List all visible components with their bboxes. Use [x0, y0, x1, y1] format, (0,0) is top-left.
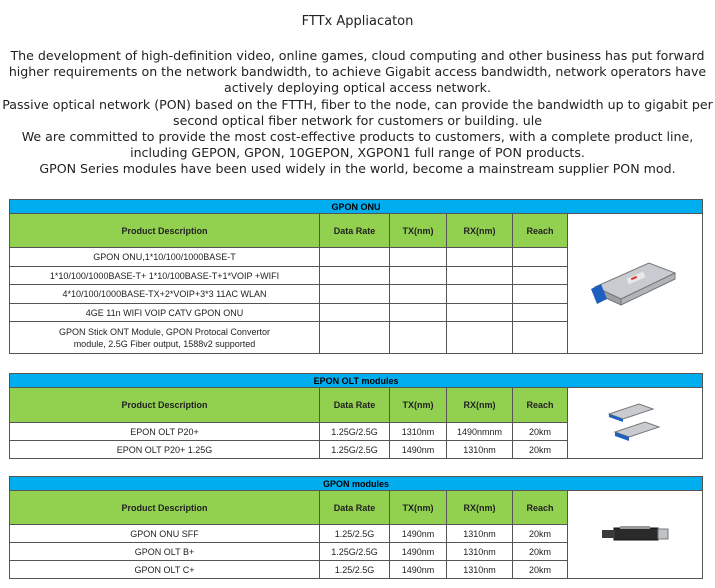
- cell-reach: [513, 267, 568, 285]
- cell-data-rate: 1.25/2.5G: [320, 561, 390, 579]
- column-header: Reach: [513, 214, 568, 248]
- column-header: Reach: [513, 388, 568, 423]
- cell-description: GPON OLT C+: [10, 561, 320, 579]
- cell-rx: 1490nmnm: [447, 423, 513, 441]
- column-header: Data Rate: [320, 491, 390, 525]
- gpon-onu-module-image: [587, 253, 683, 313]
- cell-description: GPON OLT B+: [10, 543, 320, 561]
- page-title: FTTx Appliacaton: [301, 14, 414, 29]
- cell-description: EPON OLT P20+: [10, 423, 320, 441]
- cell-description: 1*10/100/1000BASE-T+ 1*10/100BASE-T+1*VOIP +WIFI: [10, 267, 320, 285]
- cell-rx: 1310nm: [447, 543, 513, 561]
- gpon-module-image: [600, 516, 670, 552]
- cell-description: GPON ONU,1*10/100/1000BASE-T: [10, 248, 320, 267]
- cell-reach: 20km: [513, 561, 568, 579]
- cell-reach: 20km: [513, 423, 568, 441]
- cell-tx: 1310nm: [390, 423, 447, 441]
- cell-rx: 1310nm: [447, 441, 513, 459]
- cell-description: 4*10/100/1000BASE-TX+2*VOIP+3*3 11AC WLAN: [10, 285, 320, 304]
- cell-data-rate: [320, 267, 390, 285]
- cell-reach: [513, 248, 568, 267]
- cell-tx: [390, 285, 447, 304]
- cell-rx: [447, 322, 513, 354]
- column-header: Data Rate: [320, 214, 390, 248]
- cell-rx: [447, 304, 513, 322]
- cell-data-rate: [320, 248, 390, 267]
- intro-paragraph: GPON Series modules have been used widely in the world, become a mainstream supplier PON mod.: [39, 161, 676, 177]
- cell-tx: 1490nm: [390, 543, 447, 561]
- cell-data-rate: 1.25G/2.5G: [320, 441, 390, 459]
- epon-olt-module-image: [605, 400, 665, 444]
- cell-description: EPON OLT P20+ 1.25G: [10, 441, 320, 459]
- gpon-modules-table: [9, 476, 703, 579]
- cell-tx: [390, 304, 447, 322]
- product-image: [568, 214, 703, 354]
- cell-tx: 1490nm: [390, 561, 447, 579]
- cell-reach: [513, 322, 568, 354]
- product-image: [568, 491, 703, 579]
- cell-data-rate: [320, 285, 390, 304]
- cell-reach: 20km: [513, 525, 568, 543]
- cell-rx: 1310nm: [447, 561, 513, 579]
- column-header: RX(nm): [447, 491, 513, 525]
- cell-reach: [513, 285, 568, 304]
- cell-reach: 20km: [513, 543, 568, 561]
- cell-rx: 1310nm: [447, 525, 513, 543]
- cell-rx: [447, 267, 513, 285]
- cell-rx: [447, 248, 513, 267]
- gpon-onu-table: [9, 199, 703, 354]
- column-header: Data Rate: [320, 388, 390, 423]
- product-image: [568, 388, 703, 459]
- cell-description: 4GE 11n WIFI VOIP CATV GPON ONU: [10, 304, 320, 322]
- cell-tx: 1490nm: [390, 441, 447, 459]
- cell-description: GPON Stick ONT Module, GPON Protocal Convertor module, 2.5G Fiber output, 1588v2 supported: [10, 322, 320, 354]
- column-header: RX(nm): [447, 388, 513, 423]
- cell-tx: [390, 267, 447, 285]
- column-header: RX(nm): [447, 214, 513, 248]
- intro-paragraph: Passive optical network (PON) based on the FTTH, fiber to the node, can provide the bandwidth up to gigabit per second optical fiber network for customers or building. ule: [2, 96, 713, 128]
- column-header: Reach: [513, 491, 568, 525]
- table-caption: EPON OLT modules: [10, 374, 703, 388]
- table-caption: GPON modules: [10, 477, 703, 491]
- cell-tx: 1490nm: [390, 525, 447, 543]
- intro-paragraph: We are committed to provide the most cost-effective products to customers, with a complete product line, including GEPON, GPON, 10GEPON, XGPON1 full range of PON products.: [21, 129, 694, 161]
- cell-rx: [447, 285, 513, 304]
- column-header: TX(nm): [390, 388, 447, 423]
- table-caption: GPON ONU: [10, 200, 703, 214]
- column-header: Product Description: [10, 388, 320, 423]
- cell-data-rate: 1.25/2.5G: [320, 525, 390, 543]
- cell-tx: [390, 248, 447, 267]
- cell-data-rate: [320, 322, 390, 354]
- column-header: TX(nm): [390, 214, 447, 248]
- intro-text: [0, 48, 715, 178]
- cell-tx: [390, 322, 447, 354]
- cell-description: GPON ONU SFF: [10, 525, 320, 543]
- cell-data-rate: 1.25G/2.5G: [320, 543, 390, 561]
- column-header: Product Description: [10, 491, 320, 525]
- cell-reach: 20km: [513, 441, 568, 459]
- column-header: Product Description: [10, 214, 320, 248]
- cell-reach: [513, 304, 568, 322]
- cell-data-rate: 1.25G/2.5G: [320, 423, 390, 441]
- cell-data-rate: [320, 304, 390, 322]
- column-header: TX(nm): [390, 491, 447, 525]
- epon-olt-table: [9, 373, 703, 459]
- intro-paragraph: The development of high-definition video, online games, cloud computing and other business has put forward higher requirements on the network bandwidth, to achieve Gigabit access bandwidth, network operators have actively deploying optical access network.: [8, 48, 707, 96]
